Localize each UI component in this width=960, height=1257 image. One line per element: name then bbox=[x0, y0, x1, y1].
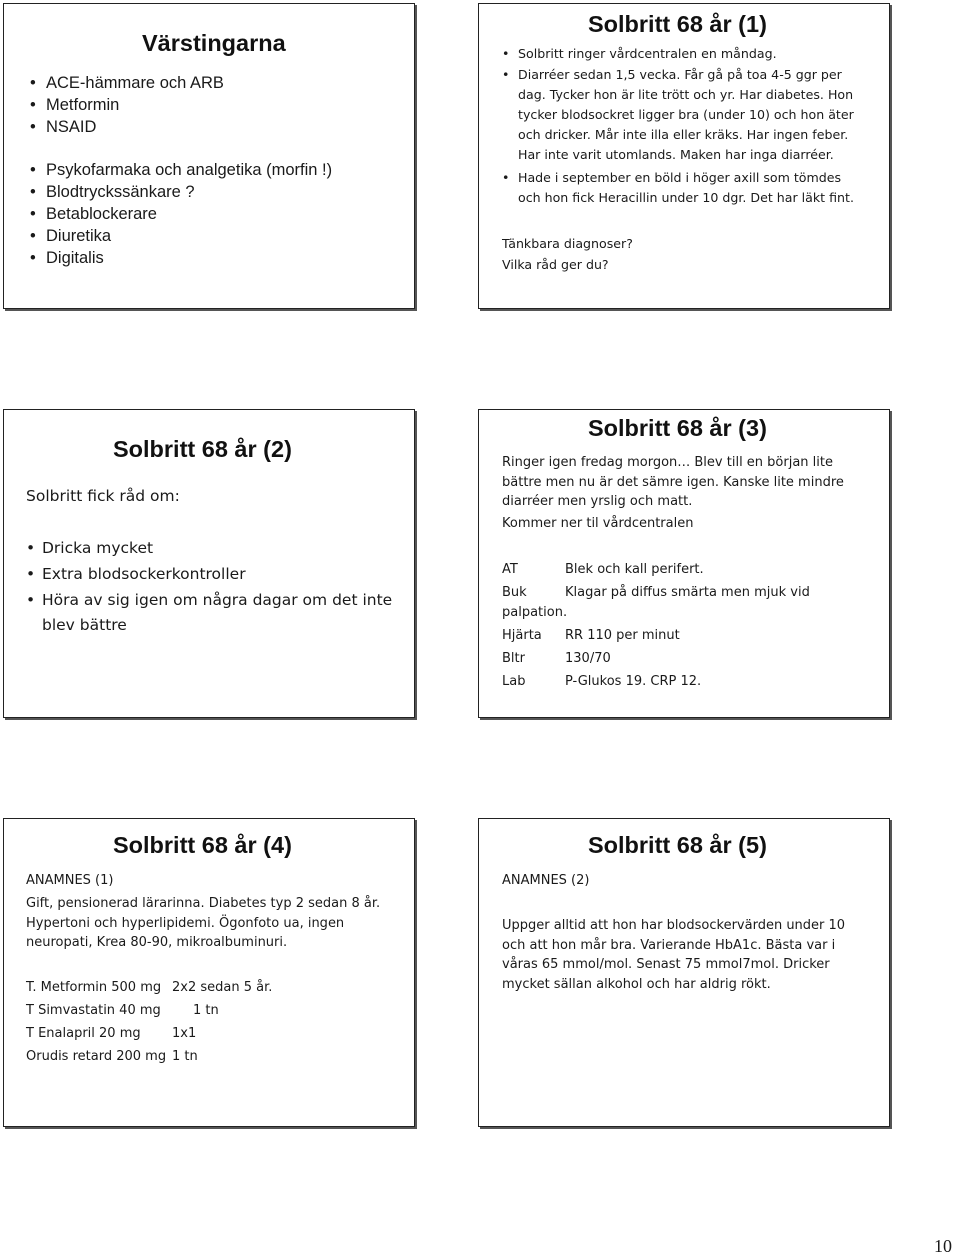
list-item-line: • Dricka mycket bbox=[42, 539, 154, 557]
med-dose: 2x2 sedan 5 år. bbox=[172, 980, 273, 995]
section-heading: ANAMNES (1) bbox=[26, 873, 114, 888]
section-heading: ANAMNES (2) bbox=[502, 873, 590, 888]
slide-solbritt-2 bbox=[3, 409, 415, 718]
question: Vilka råd ger du? bbox=[502, 257, 609, 272]
list-item-line: blev bättre bbox=[42, 616, 127, 634]
list-item-line: • Extra blodsockerkontroller bbox=[42, 565, 246, 583]
list-item bbox=[42, 562, 246, 587]
list-item bbox=[42, 536, 153, 561]
list-item bbox=[42, 588, 392, 638]
list-item: • Betablockerare bbox=[46, 205, 157, 224]
slide-solbritt-1 bbox=[478, 3, 890, 309]
list-item: • Diuretika bbox=[46, 227, 111, 246]
list-item-line: och hon fick Heracillin under 10 dgr. Det har läkt fint. bbox=[518, 190, 854, 205]
med-dose: 1x1 bbox=[172, 1026, 197, 1041]
med-name: T Enalapril 20 mg bbox=[26, 1026, 141, 1041]
paragraph: Kommer ner til vårdcentralen bbox=[502, 516, 694, 531]
finding-value: palpation. bbox=[502, 605, 568, 620]
slide-solbritt-4 bbox=[3, 818, 415, 1127]
list-item-line: och dricker. Mår inte illa eller kräks. Har ingen feber. bbox=[518, 127, 849, 142]
list-item: • ACE-hämmare och ARB bbox=[46, 74, 224, 93]
finding-value: P-Glukos 19. CRP 12. bbox=[565, 674, 702, 689]
finding-label: Buk bbox=[502, 585, 527, 600]
paragraph bbox=[26, 894, 380, 953]
list-item: • Metformin bbox=[46, 96, 119, 115]
list-item bbox=[518, 168, 854, 208]
finding-label: Lab bbox=[502, 674, 526, 689]
paragraph-line: våras 65 mmol/mol. Senast 75 mmol7mol. Dricker bbox=[502, 957, 830, 972]
list-item-line: Har inte varit utomlands. Maken har inga diarréer. bbox=[518, 147, 834, 162]
intro-text: Solbritt fick råd om: bbox=[26, 487, 180, 505]
list-item-line: tycker blodsockret ligger bra (under 10) och hon äter bbox=[518, 107, 854, 122]
paragraph bbox=[502, 453, 844, 512]
med-dose: 1 tn bbox=[172, 1049, 198, 1064]
slide-title: Solbritt 68 år (1) bbox=[588, 11, 767, 37]
list-item bbox=[518, 65, 854, 165]
page-number: 10 bbox=[934, 1236, 952, 1256]
list-item: • NSAID bbox=[46, 118, 96, 137]
slide-solbritt-3 bbox=[478, 409, 890, 718]
finding-value: 130/70 bbox=[565, 651, 611, 666]
finding-label: Bltr bbox=[502, 651, 525, 666]
paragraph-line: mycket sällan alkohol och har aldrig rökt. bbox=[502, 976, 771, 992]
paragraph-line: och att hon mår bra. Varierande HbA1c. Bästa var i bbox=[502, 937, 836, 953]
slide-title: Solbritt 68 år (5) bbox=[588, 832, 767, 858]
finding-value: Blek och kall perifert. bbox=[565, 562, 704, 577]
paragraph-line: neuropati, Krea 80-90, mikroalbuminuri. bbox=[26, 935, 288, 950]
list-item bbox=[518, 44, 777, 64]
slide-varstingarna bbox=[3, 3, 415, 309]
finding-label: Hjärta bbox=[502, 628, 542, 643]
list-item-line: • Diarréer sedan 1,5 vecka. Får gå på toa 4-5 ggr per bbox=[518, 67, 842, 82]
list-item-line: • Solbritt ringer vårdcentralen en måndag. bbox=[518, 46, 777, 61]
list-item: • Digitalis bbox=[46, 249, 104, 268]
finding-label: AT bbox=[502, 562, 518, 577]
list-item: • Psykofarmaka och analgetika (morfin !) bbox=[46, 161, 332, 180]
slide-title: Solbritt 68 år (3) bbox=[588, 415, 767, 441]
med-name: T Simvastatin 40 mg bbox=[26, 1003, 161, 1018]
slide-title: Värstingarna bbox=[142, 30, 286, 56]
list-item-line: dag. Tycker hon är lite trött och yr. Har diabetes. Hon bbox=[518, 87, 854, 102]
med-name: T. Metformin 500 mg bbox=[26, 980, 162, 995]
paragraph-line: Gift, pensionerad lärarinna. Diabetes typ 2 sedan 8 år. bbox=[26, 896, 381, 911]
list-item: • Blodtryckssänkare ? bbox=[46, 183, 195, 202]
paragraph-line: Hypertoni och hyperlipidemi. Ögonfoto ua, ingen bbox=[26, 915, 345, 931]
list-item-line: • Hade i september en böld i höger axill som tömdes bbox=[518, 170, 842, 185]
paragraph-line: bättre men nu är det sämre igen. Kanske lite mindre bbox=[502, 474, 844, 490]
paragraph-line: diarréer men yrslig och matt. bbox=[502, 494, 693, 509]
slide-title: Solbritt 68 år (2) bbox=[113, 436, 292, 462]
med-dose: 1 tn bbox=[193, 1003, 219, 1018]
question: Tänkbara diagnoser? bbox=[502, 236, 633, 251]
med-name: Orudis retard 200 mg bbox=[26, 1049, 167, 1064]
paragraph-line: Uppger alltid att hon har blodsockervärden under 10 bbox=[502, 918, 846, 933]
paragraph bbox=[502, 916, 845, 994]
slide-title: Solbritt 68 år (4) bbox=[113, 832, 292, 858]
slide-solbritt-5 bbox=[478, 818, 890, 1127]
finding-value: Klagar på diffus smärta men mjuk vid bbox=[565, 585, 810, 600]
finding-value: RR 110 per minut bbox=[565, 628, 680, 643]
list-item-line: • Höra av sig igen om några dagar om det inte bbox=[42, 591, 393, 609]
paragraph-line: Ringer igen fredag morgon… Blev till en början lite bbox=[502, 455, 833, 470]
